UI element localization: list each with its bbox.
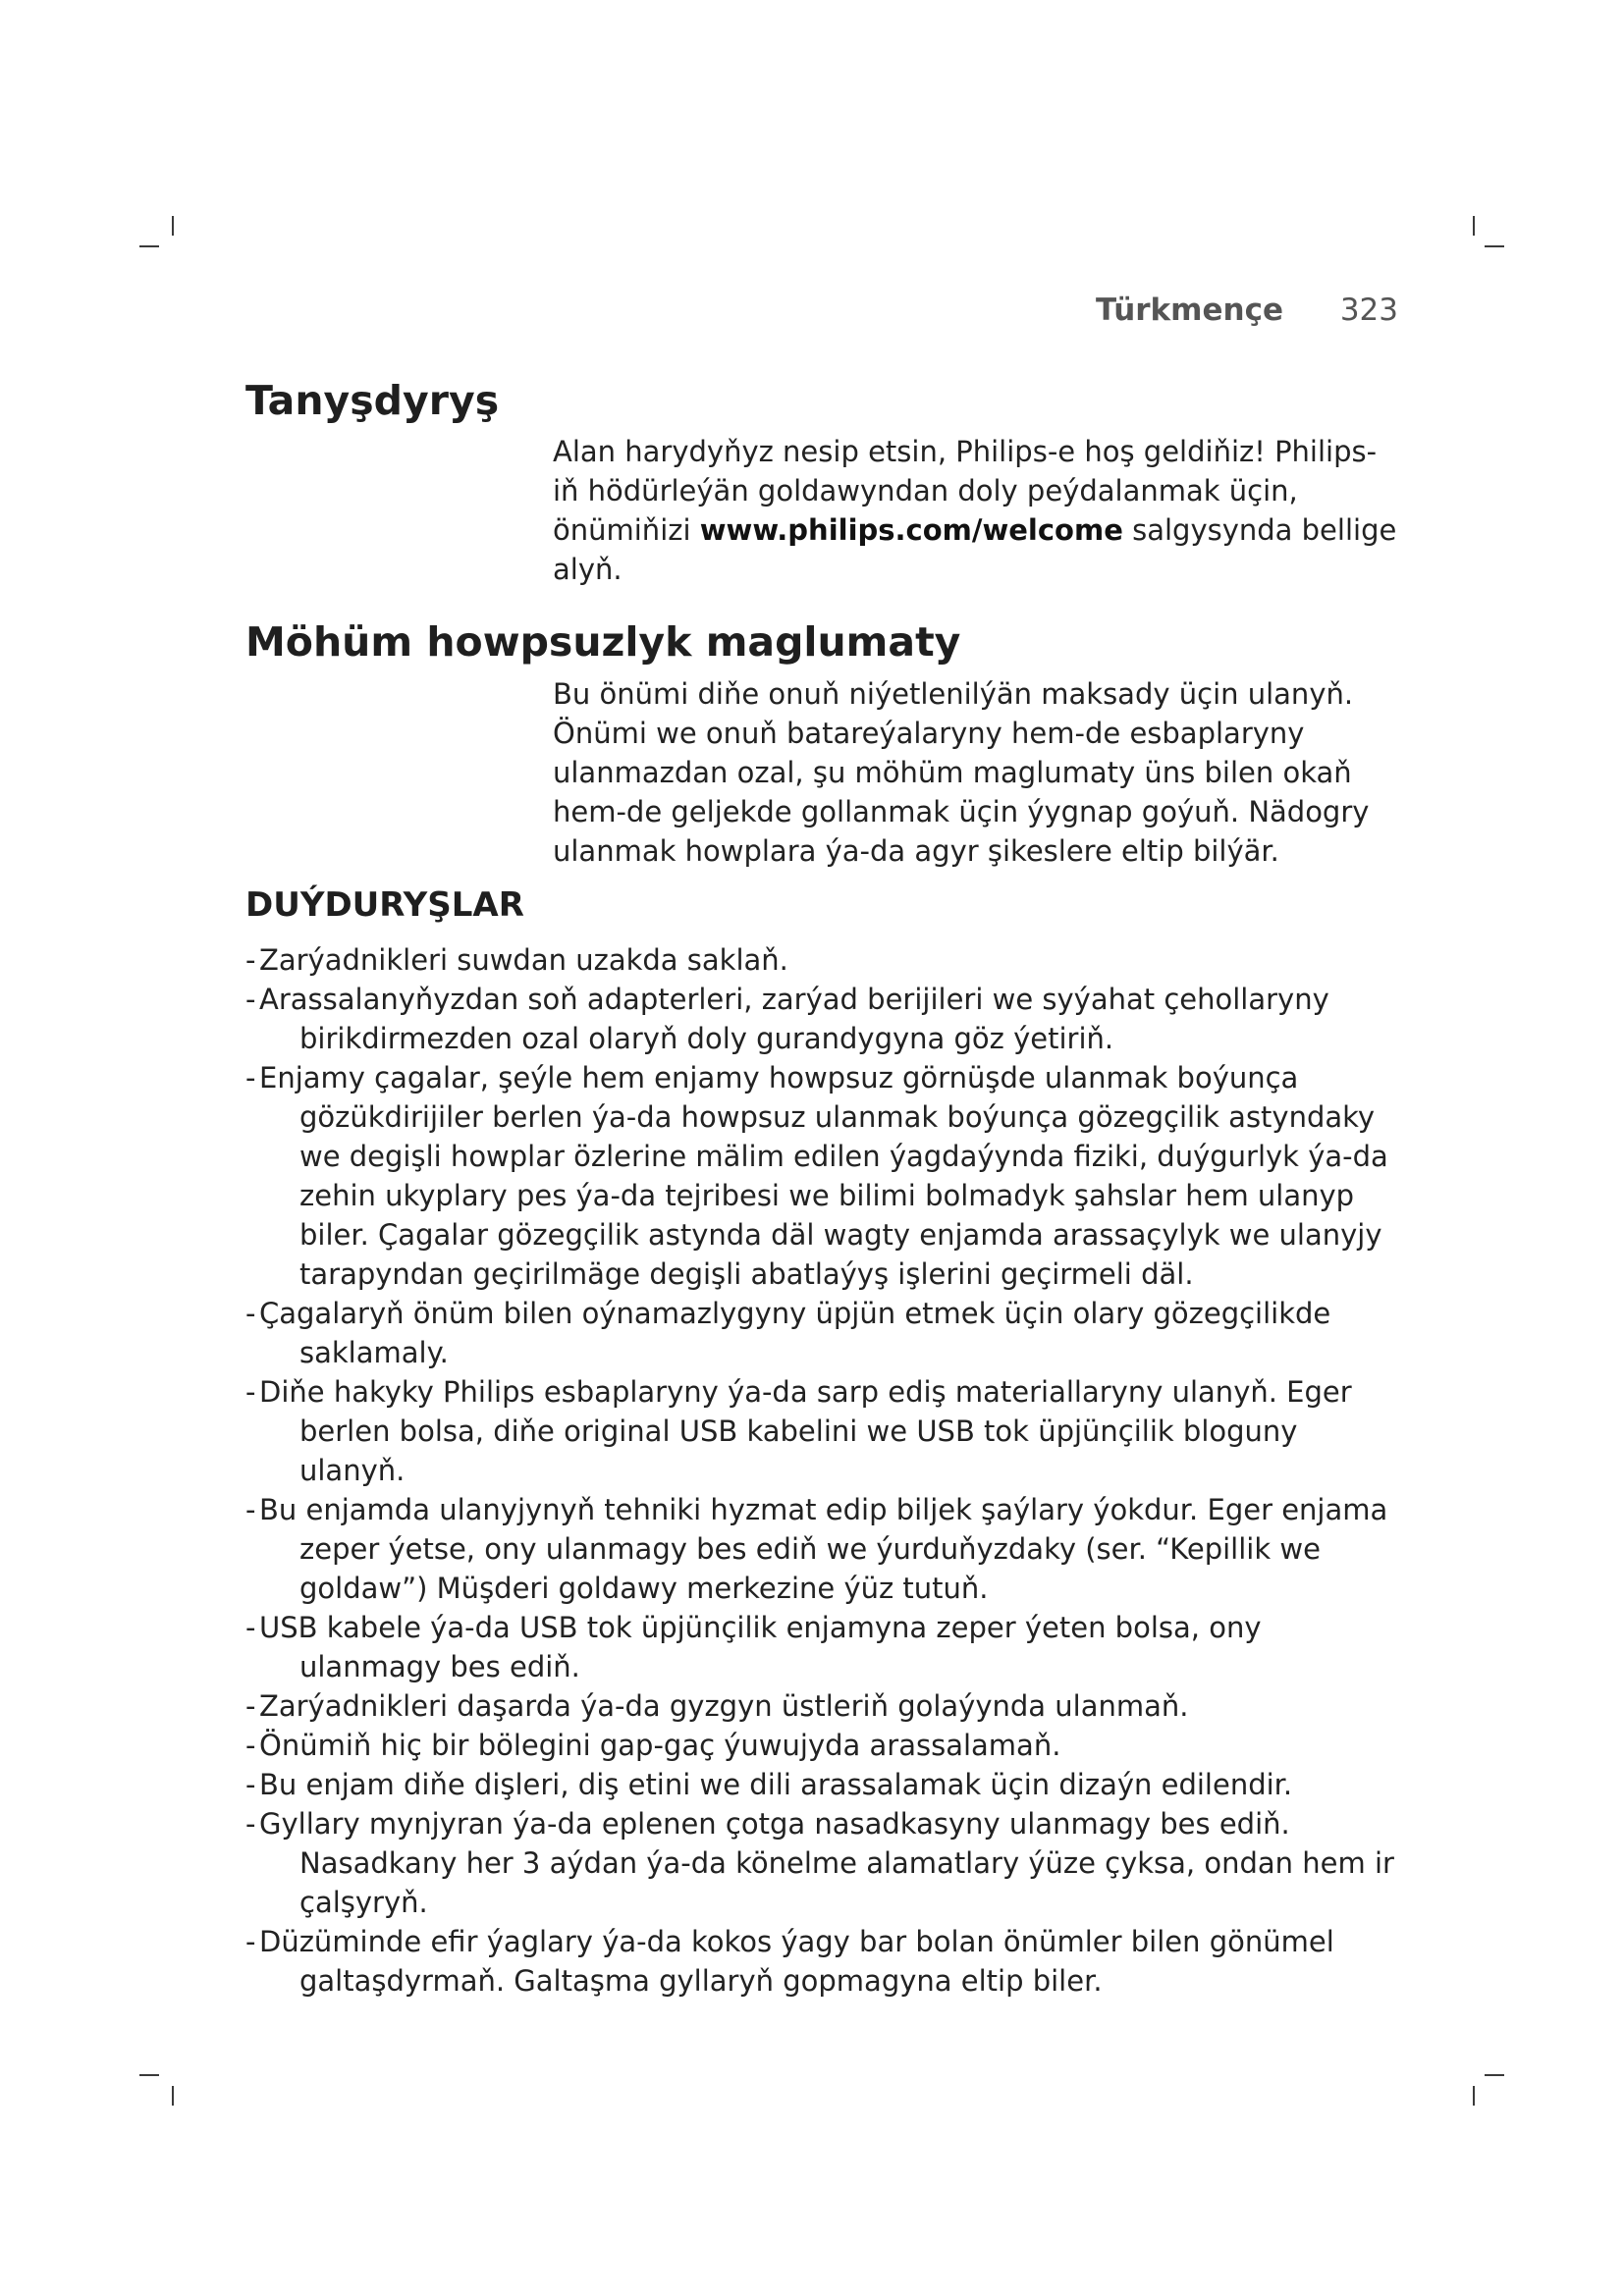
warning-text: Önümiň hiç bir bölegini gap-gaç ýuwujyda arassalamaň.	[259, 1729, 1061, 1762]
header-language: Türkmençe	[1096, 293, 1283, 328]
welcome-link[interactable]: www.philips.com/welcome	[699, 513, 1123, 547]
warning-text: Bu enjamda ulanyjynyň tehniki hyzmat edip biljek şaýlary ýokdur. Eger enjama zeper ýetse, ony ulanmagy bes ediň we ýurduňyzdaky (ser. “Kepillik we goldaw”) Müşderi goldawy merkezine ýüz tutuň.	[259, 1493, 1388, 1605]
bullet-dash: -	[245, 1807, 256, 1841]
warning-text: Arassalanyňyzdan soň adapterleri, zarýad berijileri we syýahat çehollaryny birikdirmezden ozal olaryň doly gurandygyna göz ýetiriň.	[259, 983, 1329, 1055]
warnings-list	[245, 940, 1399, 2001]
crop-mark	[1485, 245, 1504, 247]
bullet-dash: -	[245, 1493, 256, 1526]
crop-mark	[172, 2086, 174, 2106]
warning-item	[245, 1294, 1399, 1372]
bullet-dash: -	[245, 1925, 256, 1958]
intro-text-after: salgysynda bellige alyň.	[553, 513, 1397, 586]
warning-item	[245, 1765, 1399, 1804]
bullet-dash: -	[245, 1375, 256, 1409]
bullet-dash: -	[245, 1297, 256, 1330]
bullet-dash: -	[245, 1611, 256, 1644]
page-number: 323	[1339, 293, 1398, 328]
bullet-dash: -	[245, 983, 256, 1016]
warning-item	[245, 1686, 1399, 1726]
crop-mark	[1473, 216, 1475, 236]
crop-mark	[172, 216, 174, 236]
intro-title: Tanyşdyryş	[245, 377, 500, 424]
warning-text: Diňe hakyky Philips esbaplaryny ýa-da sarp ediş materiallaryny ulanyň. Eger berlen bolsa, diňe original USB kabelini we USB tok üpjünçilik bloguny ulanyň.	[259, 1375, 1352, 1487]
intro-paragraph	[553, 432, 1397, 589]
bullet-dash: -	[245, 1768, 256, 1801]
warning-text: Düzüminde efir ýaglary ýa-da kokos ýagy bar bolan önümler bilen gönümel galtaşdyrmaň. Galtaşma gyllaryň gopmagyna eltip biler.	[259, 1925, 1334, 1998]
warning-item	[245, 1490, 1399, 1608]
crop-mark	[1485, 2074, 1504, 2076]
bullet-dash: -	[245, 943, 256, 977]
warning-text: Çagalaryň önüm bilen oýnamazlygyny üpjün etmek üçin olary gözegçilikde saklamaly.	[259, 1297, 1331, 1369]
safety-paragraph: Bu önümi diňe onuň niýetlenilýän maksady üçin ulanyň. Önümi we onuň batareýalaryny hem-de esbaplaryny ulanmazdan ozal, şu möhüm maglumaty üns bilen okaň hem-de geljekde gollanmak üçin ýygnap goýuň. Nädogry ulanmak howplara ýa-da agyr şikeslere eltip bilýär.	[553, 677, 1370, 868]
crop-mark	[139, 245, 159, 247]
crop-mark	[139, 2074, 159, 2076]
safety-title: Möhüm howpsuzlyk maglumaty	[245, 618, 961, 666]
bullet-dash: -	[245, 1061, 256, 1095]
warning-item	[245, 1058, 1399, 1294]
intro-text-before: Alan harydyňyz nesip etsin, Philips-e hoş geldiňiz! Philips-iň hödürleýän goldawyndan doly peýdalanmak üçin, önümiňizi	[553, 435, 1378, 547]
warning-item	[245, 1608, 1399, 1686]
warning-item	[245, 980, 1399, 1058]
warning-text: USB kabele ýa-da USB tok üpjünçilik enjamyna zeper ýeten bolsa, ony ulanmagy bes ediň.	[259, 1611, 1262, 1683]
warning-item	[245, 1804, 1399, 1922]
warning-text: Enjamy çagalar, şeýle hem enjamy howpsuz görnüşde ulanmak boýunça gözükdirijiler berlen ýa-da howpsuz ulanmak boýunça gözegçilik astyndaky we degişli howplar özlerine mälim edilen ýagdaýynda fiziki, duýgurlyk ýa-da zehin ukyplary pes ýa-da tejribesi we bilimi bolmadyk şahslar hem ulanyp biler. Çagalar gözegçilik astynda däl wagty enjamda arassaçylyk we ulanyjy tarapyndan geçirilmäge degişli abatlaýyş işlerini geçirmeli däl.	[259, 1061, 1388, 1291]
warning-text: Bu enjam diňe dişleri, diş etini we dili arassalamak üçin dizaýn edilendir.	[259, 1768, 1293, 1801]
crop-mark	[1473, 2086, 1475, 2106]
bullet-dash: -	[245, 1729, 256, 1762]
warning-text: Zarýadnikleri daşarda ýa-da gyzgyn üstleriň golaýynda ulanmaň.	[259, 1689, 1189, 1723]
warning-item	[245, 1372, 1399, 1490]
warnings-title: DUÝDURYŞLAR	[245, 885, 524, 925]
warning-item	[245, 940, 1399, 980]
warning-item	[245, 1922, 1399, 2001]
warning-item	[245, 1726, 1399, 1765]
bullet-dash: -	[245, 1689, 256, 1723]
page-header	[1096, 293, 1398, 328]
warning-text: Gyllary mynjyran ýa-da eplenen çotga nasadkasyny ulanmagy bes ediň. Nasadkany her 3 aýdan ýa-da könelme alamatlary ýüze çyksa, ondan hem ir çalşyryň.	[259, 1807, 1394, 1919]
warning-text: Zarýadnikleri suwdan uzakda saklaň.	[259, 943, 788, 977]
